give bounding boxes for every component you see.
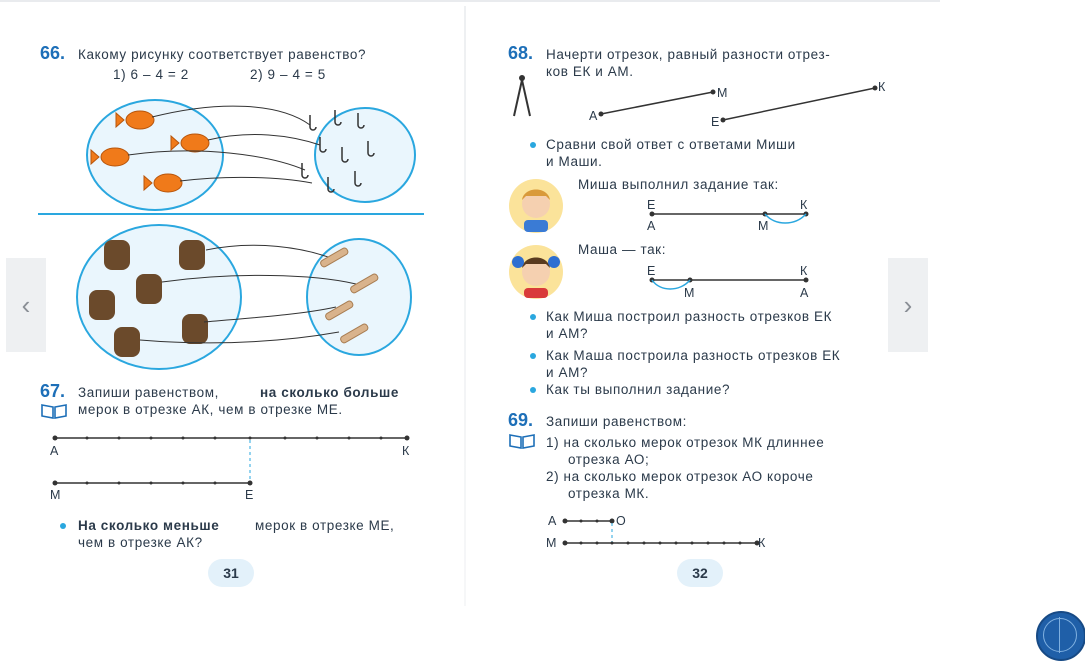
page-number-32: 32 bbox=[677, 559, 723, 587]
label-a: А bbox=[548, 514, 557, 528]
question-1-line2: и АМ? bbox=[546, 326, 589, 341]
question-2-line2: и АМ? bbox=[546, 365, 589, 380]
page-number-31: 31 bbox=[208, 559, 254, 587]
bullet bbox=[530, 314, 536, 320]
exercise-66-eq2: 2) 9 – 4 = 5 bbox=[250, 67, 326, 82]
misha-caption: Миша выполнил задание так: bbox=[578, 177, 779, 192]
question-2-line1: Как Маша построила разность отрезков ЕК bbox=[546, 348, 841, 363]
exercise-66-eq1: 1) 6 – 4 = 2 bbox=[113, 67, 189, 82]
exercise-67-question-bold: На сколько меньше bbox=[78, 518, 220, 533]
label-a: А bbox=[589, 109, 598, 123]
exercise-69-text: Запиши равенством: bbox=[546, 414, 687, 429]
dogs-bones-illustration bbox=[74, 222, 424, 372]
book-icon bbox=[40, 402, 68, 420]
globe-icon[interactable] bbox=[1036, 611, 1085, 661]
label-m: М bbox=[758, 219, 769, 233]
question-3: Как ты выполнил задание? bbox=[546, 382, 731, 397]
prev-page-button[interactable] bbox=[6, 258, 46, 352]
label-m: М bbox=[546, 536, 557, 550]
label-o: О bbox=[616, 514, 626, 528]
book-icon bbox=[508, 432, 536, 450]
label-a: А bbox=[800, 286, 809, 300]
bullet bbox=[60, 523, 66, 529]
exercise-67-text-b: на сколько больше bbox=[260, 385, 399, 400]
exercise-67-number: 67. bbox=[40, 381, 66, 401]
label-e: Е bbox=[711, 115, 720, 129]
misha-avatar bbox=[508, 178, 564, 234]
label-k: К bbox=[758, 536, 766, 550]
exercise-69-item2-line1: 2) на сколько мерок отрезок АО короче bbox=[546, 469, 814, 484]
chevron-left-icon: ‹ bbox=[21, 289, 31, 320]
segments-ao-mk bbox=[555, 512, 775, 552]
masha-drawing bbox=[640, 262, 820, 302]
exercise-68-number: 68. bbox=[508, 43, 534, 63]
chevron-right-icon: › bbox=[903, 289, 913, 320]
label-k: К bbox=[878, 80, 886, 94]
label-m: М bbox=[684, 286, 695, 300]
exercise-67-text-c: мерок в отрезке АК, чем в отрезке МЕ. bbox=[78, 402, 343, 417]
exercise-69-item1-line2: отрезка АО; bbox=[568, 452, 650, 467]
exercise-69-number: 69. bbox=[508, 410, 534, 430]
label-a: А bbox=[50, 444, 59, 458]
label-e: Е bbox=[647, 198, 656, 212]
exercise-66-number: 66. bbox=[40, 43, 66, 63]
exercise-68-text-2: ков ЕК и АМ. bbox=[546, 64, 634, 79]
exercise-69-item1-line1: 1) на сколько мерок отрезок МК длиннее bbox=[546, 435, 825, 450]
label-a: А bbox=[647, 219, 656, 233]
exercise-67-question-line2: чем в отрезке АК? bbox=[78, 535, 203, 550]
top-border bbox=[0, 0, 940, 2]
misha-drawing bbox=[640, 196, 820, 236]
label-k: К bbox=[800, 264, 808, 278]
question-1-line1: Как Миша построил разность отрезков ЕК bbox=[546, 309, 833, 324]
exercise-68-compare-2: и Маши. bbox=[546, 154, 603, 169]
segments-am-ek bbox=[595, 82, 885, 127]
label-m: М bbox=[717, 86, 728, 100]
label-e: Е bbox=[647, 264, 656, 278]
exercise-67-text-a: Запиши равенством, bbox=[78, 385, 219, 400]
segments-ak-me bbox=[45, 428, 425, 508]
exercise-68-text-1: Начерти отрезок, равный разности отрез- bbox=[546, 47, 831, 62]
compass-icon bbox=[510, 74, 534, 118]
label-k: К bbox=[800, 198, 808, 212]
bullet bbox=[530, 142, 536, 148]
label-e: Е bbox=[245, 488, 254, 502]
exercise-69-item2-line2: отрезка МК. bbox=[568, 486, 650, 501]
exercise-66-text: Какому рисунку соответствует равенство? bbox=[78, 47, 367, 62]
divider bbox=[38, 213, 424, 215]
bullet bbox=[530, 353, 536, 359]
bullet bbox=[530, 387, 536, 393]
label-k: К bbox=[402, 444, 410, 458]
masha-caption: Маша — так: bbox=[578, 242, 667, 257]
next-page-button[interactable] bbox=[888, 258, 928, 352]
exercise-67-question-rest: мерок в отрезке МЕ, bbox=[255, 518, 395, 533]
fish-hooks-illustration bbox=[80, 95, 430, 215]
exercise-68-compare-1: Сравни свой ответ с ответами Миши bbox=[546, 137, 796, 152]
label-m: М bbox=[50, 488, 61, 502]
masha-avatar bbox=[508, 244, 564, 300]
